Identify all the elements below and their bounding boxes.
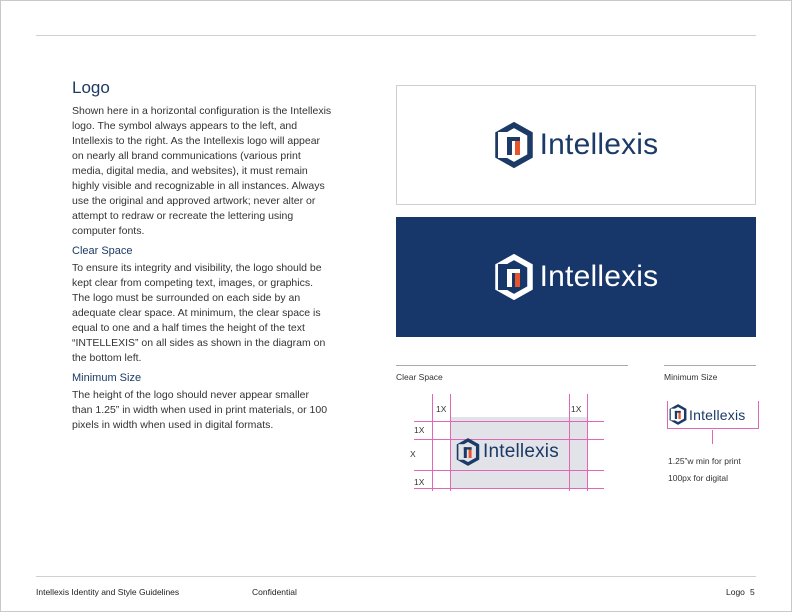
logo-symbol-icon xyxy=(669,404,687,425)
clear-space-label: 1X xyxy=(414,425,425,435)
footer-confidential: Confidential xyxy=(252,587,297,597)
logo-horizontal-reversed xyxy=(494,254,659,300)
page-number: 5 xyxy=(750,587,755,597)
guide-line xyxy=(450,394,451,491)
logo-minimum-sample xyxy=(669,404,745,425)
clear-space-rule xyxy=(396,365,628,366)
logo-symbol-reversed-icon xyxy=(494,254,534,300)
print-minimum-note: 1.25”w min for print xyxy=(668,456,741,466)
logo-wordmark-reversed: Intellexis xyxy=(539,260,659,293)
text-column xyxy=(72,78,332,439)
size-bracket xyxy=(667,401,668,429)
logo-symbol-icon xyxy=(456,438,480,466)
guide-line xyxy=(432,394,433,491)
section-title: Logo xyxy=(72,78,110,97)
guide-line xyxy=(587,394,588,491)
clear-space-label: 1X xyxy=(436,404,447,414)
guide-line xyxy=(414,421,604,422)
logo-on-navy-panel xyxy=(396,217,756,337)
clear-space-label: 1X xyxy=(571,404,582,414)
footer-rule xyxy=(36,576,756,577)
logo-horizontal xyxy=(494,122,659,168)
minimum-size-paragraph: The height of the logo should never appear smaller than 1.25” in width when used in print materials, or 100 pixels in width when used in digital formats. xyxy=(72,389,328,431)
logo-on-white-panel xyxy=(396,85,756,205)
logo-symbol-icon xyxy=(494,122,534,168)
guide-line xyxy=(414,488,604,489)
minimum-size-rule xyxy=(664,365,756,366)
guide-line xyxy=(569,394,570,491)
logo-wordmark: Intellexis xyxy=(483,441,559,462)
header-rule xyxy=(36,35,756,36)
size-bracket xyxy=(758,401,759,429)
clear-space-diagram xyxy=(396,392,616,502)
minimum-size-heading: Minimum Size xyxy=(72,372,142,384)
footer-document-title: Intellexis Identity and Style Guidelines xyxy=(36,587,180,597)
minimum-size-diagram xyxy=(664,392,764,492)
logo-wordmark: Intellexis xyxy=(539,128,659,161)
clear-space-label: X xyxy=(410,449,416,459)
clear-space-caption: Clear Space xyxy=(396,372,443,382)
size-tick xyxy=(712,430,713,444)
digital-minimum-note: 100px for digital xyxy=(668,473,729,483)
logo-clear-space-sample xyxy=(456,438,559,466)
clear-space-paragraph: To ensure its integrity and visibility, the logo should be kept clear from competing text, images, or graphics. The logo must be surrounded on each side by an adequate clear space. At minimum, the clear space is equal to one and a half times the height of the text “INTELLEXIS” on all sides as shown in the diagram on the bottom left. xyxy=(72,262,326,364)
guide-line xyxy=(414,470,604,471)
intro-paragraph: Shown here in a horizontal configuration is the Intellexis logo. The symbol always appears to the left, and Intellexis to the right. As the Intellexis logo will appear on nearly all brand communications (various print media, digital media, and websites), it must remain highly visible and recognizable in all instances. Always use the original and approved artwork; never alter or attempt to redraw or recreate the lettering using computer fonts. xyxy=(72,105,332,237)
clear-space-heading: Clear Space xyxy=(72,245,133,257)
clear-space-label: 1X xyxy=(414,477,425,487)
size-bracket xyxy=(667,428,759,429)
minimum-size-caption: Minimum Size xyxy=(664,372,718,382)
footer-section: Logo xyxy=(726,587,745,597)
logo-wordmark: Intellexis xyxy=(689,406,746,423)
